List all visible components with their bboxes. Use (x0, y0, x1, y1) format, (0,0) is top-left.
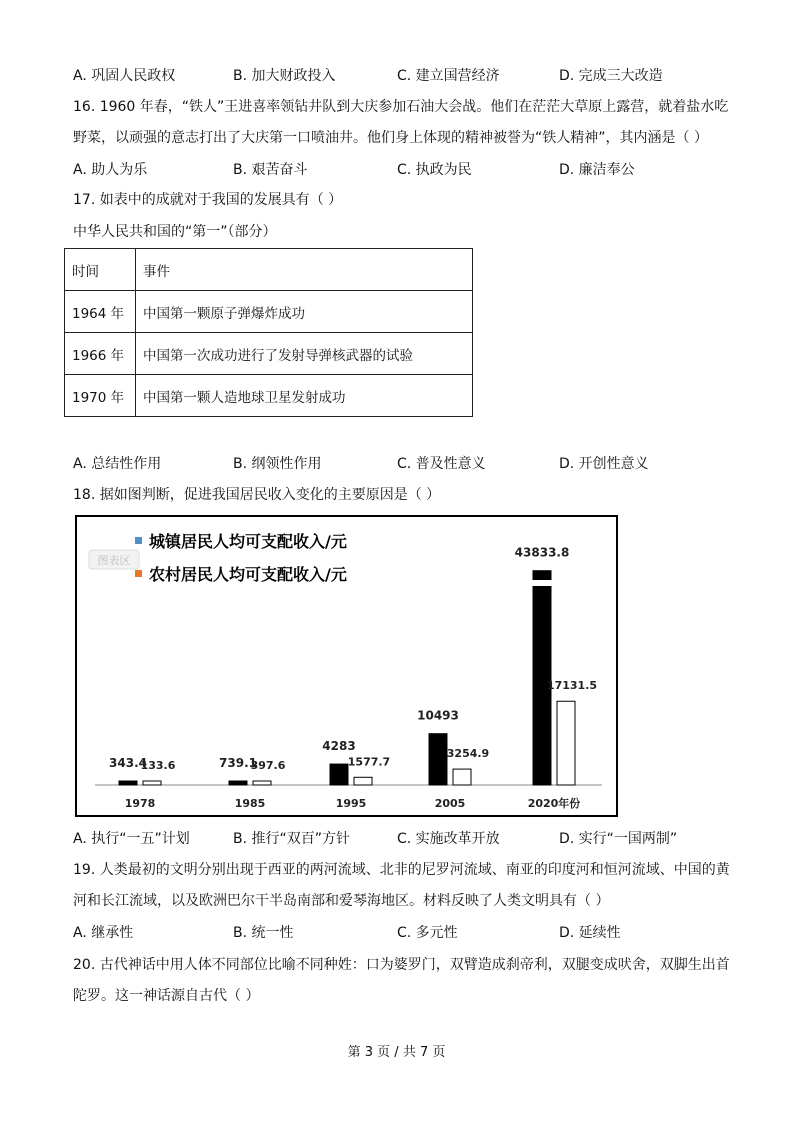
x-tick-label: 2005 (434, 797, 466, 810)
q16-option-c[interactable]: C. 执政为民 (397, 162, 472, 178)
q18-option-a[interactable]: A. 执行“一五”计划 (73, 831, 190, 847)
data-label-rural: 3254.9 (446, 747, 490, 761)
legend-swatch-rural (135, 570, 142, 577)
data-label-urban: 4283 (322, 739, 356, 754)
q16-option-a[interactable]: A. 助人为乐 (73, 162, 148, 178)
legend-label-urban: 城镇居民人均可支配收入/元 (149, 532, 347, 551)
bar-urban (429, 734, 447, 785)
q17-options (73, 455, 733, 473)
table-row (65, 291, 473, 333)
q17-option-d[interactable]: D. 开创性意义 (559, 456, 649, 472)
table-header-row (65, 249, 473, 291)
q18-option-b[interactable]: B. 推行“双百”方针 (233, 831, 351, 847)
bar-urban (229, 781, 247, 785)
q16-option-d[interactable]: D. 廉洁奉公 (559, 162, 635, 178)
bar-rural (143, 781, 161, 785)
bar-urban (330, 764, 348, 785)
q20-stem (73, 950, 733, 1012)
table-cell-year: 1966 年 (65, 333, 136, 375)
q18-stem: 18. 据如图判断，促进我国居民收入变化的主要原因是（ ） (73, 487, 441, 503)
q16-options (73, 161, 733, 179)
table-cell-year: 1970 年 (65, 375, 136, 417)
data-label-urban: 739.1 (219, 756, 257, 770)
legend-swatch-urban (135, 537, 142, 544)
q17-option-c[interactable]: C. 普及性意义 (397, 456, 486, 472)
q17-option-b[interactable]: B. 纲领性作用 (233, 456, 322, 472)
q17-option-a[interactable]: A. 总结性作用 (73, 456, 162, 472)
bar-rural (557, 701, 575, 785)
x-tick-label: 1978 (124, 797, 156, 810)
q19-options (73, 924, 733, 942)
q19-line-2: 河和长江流域，以及欧洲巴尔干半岛南部和爱琴海地区。材料反映了人类文明具有（ ） (73, 893, 610, 909)
q20-line-2: 陀罗。这一神话源自古代（ ） (73, 988, 260, 1004)
data-label-rural: 133.6 (140, 759, 176, 772)
bar-rural (453, 769, 471, 785)
table-header-time: 时间 (65, 249, 136, 291)
table-row (65, 333, 473, 375)
income-chart-frame (75, 515, 618, 817)
q19-option-d[interactable]: D. 延续性 (559, 925, 621, 941)
q17-table-caption: 中华人民共和国的“第一”（部分） (73, 224, 277, 240)
table-cell-year: 1964 年 (65, 291, 136, 333)
bar-urban (533, 571, 551, 785)
data-label-urban: 43833.8 (514, 545, 570, 560)
q16-option-b[interactable]: B. 艰苦奋斗 (233, 162, 308, 178)
data-label-rural: 1577.7 (347, 755, 391, 769)
bars-group (109, 546, 597, 810)
q15-option-d[interactable]: D. 完成三大改造 (559, 68, 663, 84)
table-row (65, 375, 473, 417)
data-label-rural: 397.6 (250, 759, 286, 772)
page-footer: 第 3 页 / 共 7 页 (347, 1045, 446, 1060)
q16-stem (73, 92, 733, 154)
q18-option-c[interactable]: C. 实施改革开放 (397, 831, 500, 847)
q18-option-d[interactable]: D. 实行“一国两制” (559, 831, 678, 847)
table-cell-event: 中国第一颗人造地球卫星发射成功 (136, 375, 473, 417)
q15-option-a[interactable]: A. 巩固人民政权 (73, 68, 176, 84)
income-bar-chart (77, 517, 616, 815)
bar-rural (253, 781, 271, 785)
q19-option-b[interactable]: B. 统一性 (233, 925, 294, 941)
data-label-rural: 17131.5 (546, 679, 598, 693)
table-cell-event: 中国第一次成功进行了发射导弹核武器的试验 (136, 333, 473, 375)
axis-break-gap (531, 580, 553, 586)
table-cell-event: 中国第一颗原子弹爆炸成功 (136, 291, 473, 333)
q19-option-a[interactable]: A. 继承性 (73, 925, 134, 941)
bar-rural (354, 777, 372, 785)
table-header-event: 事件 (136, 249, 473, 291)
legend-label-rural: 农村居民人均可支配收入/元 (149, 565, 347, 584)
q16-line-2: 野菜，以顽强的意志打出了大庆第一口喷油井。他们身上体现的精神被誉为“铁人精神”，其内涵是（ ） (73, 130, 708, 146)
q19-option-c[interactable]: C. 多元性 (397, 925, 458, 941)
q20-line-1: 20. 古代神话中用人体不同部位比喻不同种姓：口为婆罗门，双臂造成刹帝利，双腿变成吠舍，双脚生出首 (73, 957, 730, 973)
data-label-urban: 10493 (417, 708, 459, 723)
q18-options (73, 830, 733, 848)
q16-line-1: 16. 1960 年春，“铁人”王进喜率领钻井队到大庆参加石油大会战。他们在茫茫大草原上露营，就着盐水吃 (73, 99, 729, 115)
data-label-urban: 343.4 (109, 756, 147, 770)
q15-option-b[interactable]: B. 加大财政投入 (233, 68, 336, 84)
q19-stem (73, 855, 733, 917)
x-tick-label: 1985 (234, 797, 266, 810)
chart-area-watermark: 图表区 (97, 554, 131, 567)
bar-urban (119, 781, 137, 785)
q17-table (64, 248, 473, 417)
q17-stem: 17. 如表中的成就对于我国的发展具有（ ） (73, 192, 343, 208)
q15-option-c[interactable]: C. 建立国营经济 (397, 68, 500, 84)
q15-options (73, 67, 733, 85)
q19-line-1: 19. 人类最初的文明分别出现于西亚的两河流域、北非的尼罗河流域、南亚的印度河和恒河流域、中国的黄 (73, 862, 730, 878)
x-tick-label: 1995 (335, 797, 367, 810)
x-tick-label: 2020年份 (527, 797, 581, 810)
